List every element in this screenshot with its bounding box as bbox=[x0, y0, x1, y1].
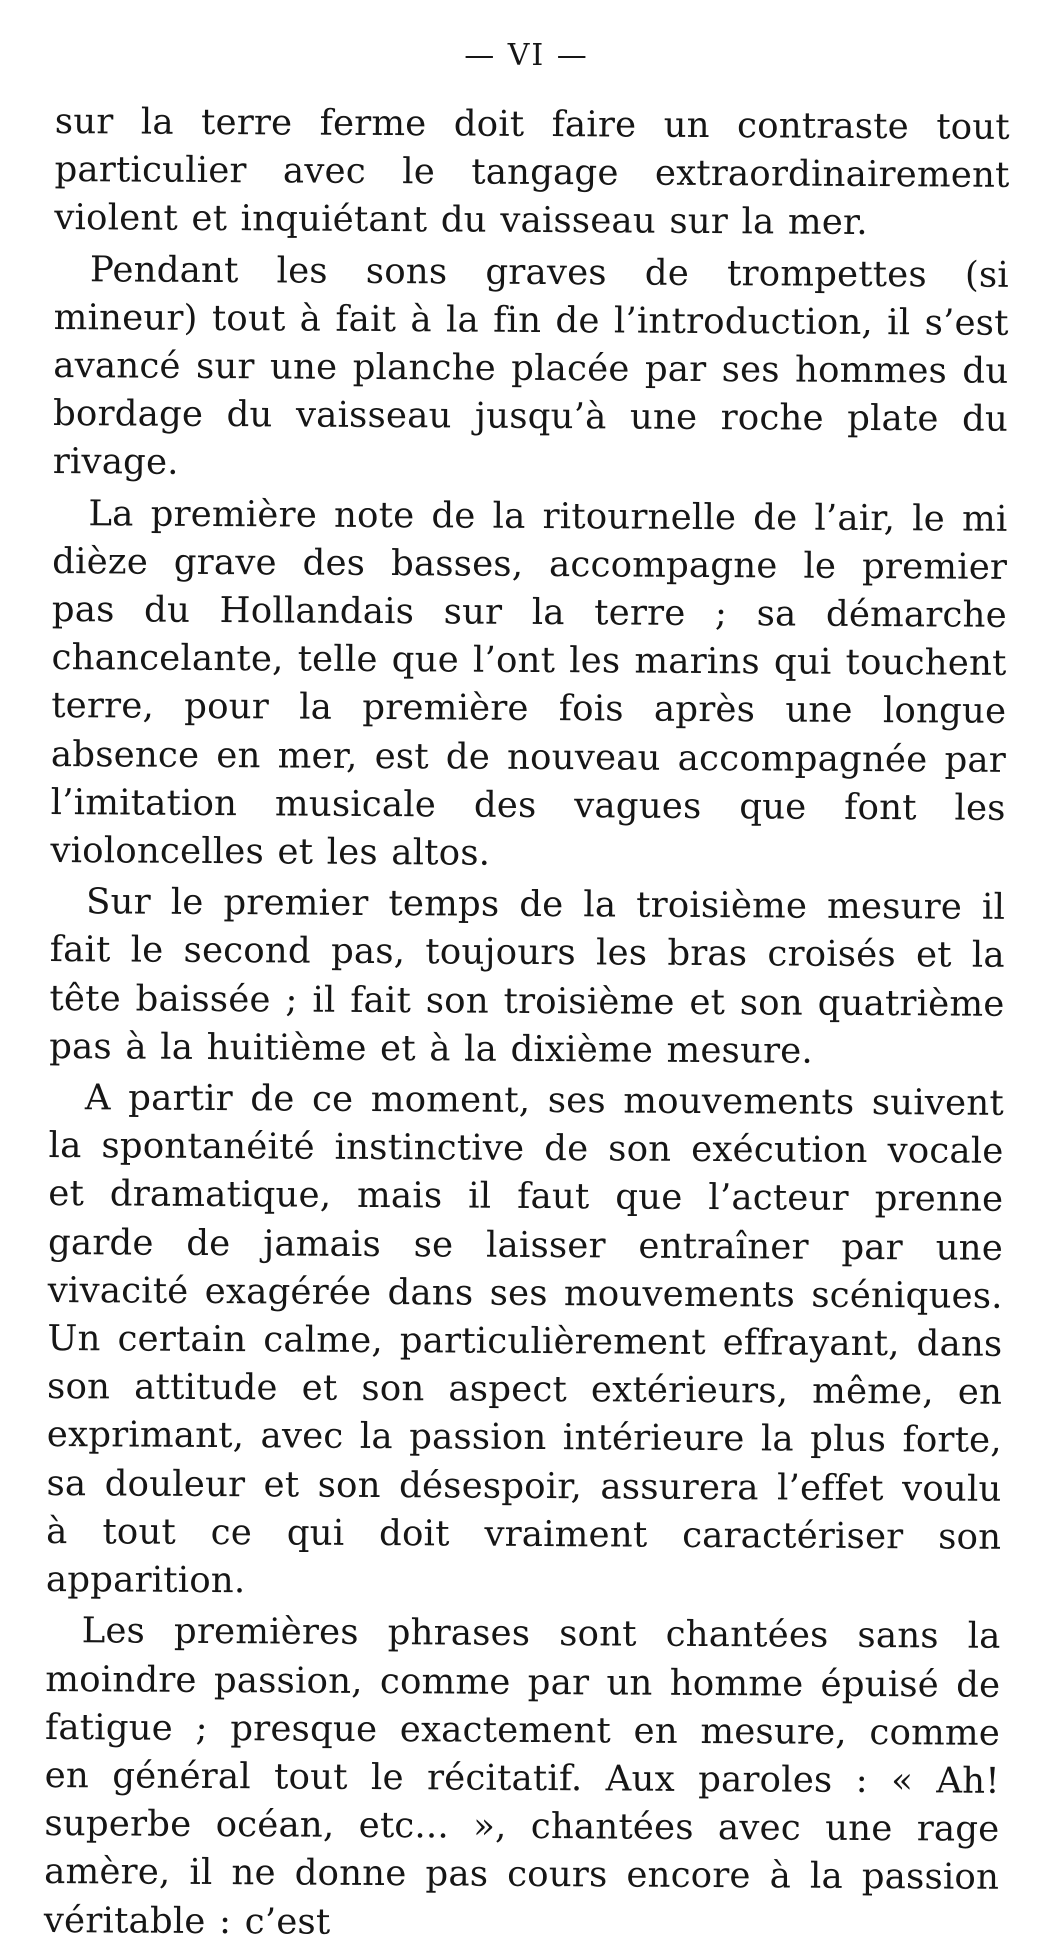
page-number: — VI — bbox=[464, 38, 589, 73]
paragraph-first-phrases: Les premières phrases sont chantées sans la moindre passion, comme par un homme épuisé de fatigue ; presque exactement en mesure, comme en général tout le récitatif. Aux paroles : « Ah! superbe océan, etc... », chantées avec une rage amère, il ne donne pas cours encore à la passion véritable : c’est bbox=[43, 1610, 1001, 1943]
paragraph-movements: A partir de ce moment, ses mouvements suivent la spontanéité instinctive de son exécution vocale et dramatique, mais il faut que l’acteur prenne garde de jamais se laisser entraîner par une vivacité exagérée dans ses mouvements scéniques. Un certain calme, particulièrement effrayant, dans son attitude et son aspect extérieurs, même, en exprimant, avec la passion intérieure la plus forte, sa douleur et son désespoir, assurera l’effet voulu à tout ce qui doit vraiment caractériser son apparition. bbox=[45, 1077, 1005, 1602]
body-text bbox=[44, 98, 1010, 1954]
paragraph-first-note: La première note de la ritournelle de l’air, le mi dièze grave des basses, accompagne le premier pas du Hollandais sur la terre ; sa démarche chancelante, telle que l’ont les marins qui touchent terre, pour la première fois après une longue absence en mer, est de nouveau accompagnée par l’imitation musicale des vagues que font les violoncelles et les altos. bbox=[50, 492, 1008, 874]
paragraph-third-measure: Sur le premier temps de la troisième mesure il fait le second pas, toujours les bras croisés et la tête baissée ; il fait son troisième et son quatrième pas à la huitième et à la dixième mesure. bbox=[49, 881, 1006, 1072]
paragraph-continuation: sur la terre ferme doit faire un contraste tout particulier avec le tangage extraordinairement violent et inquiétant du vaisseau sur la mer. bbox=[54, 100, 1010, 244]
paragraph-trumpets: Pendant les sons graves de trompettes (si mineur) tout à fait à la fin de l’introduction, il s’est avancé sur une planche placée par ses hommes du bordage du vaisseau jusqu’à une roche plate du rivage. bbox=[52, 248, 1010, 484]
